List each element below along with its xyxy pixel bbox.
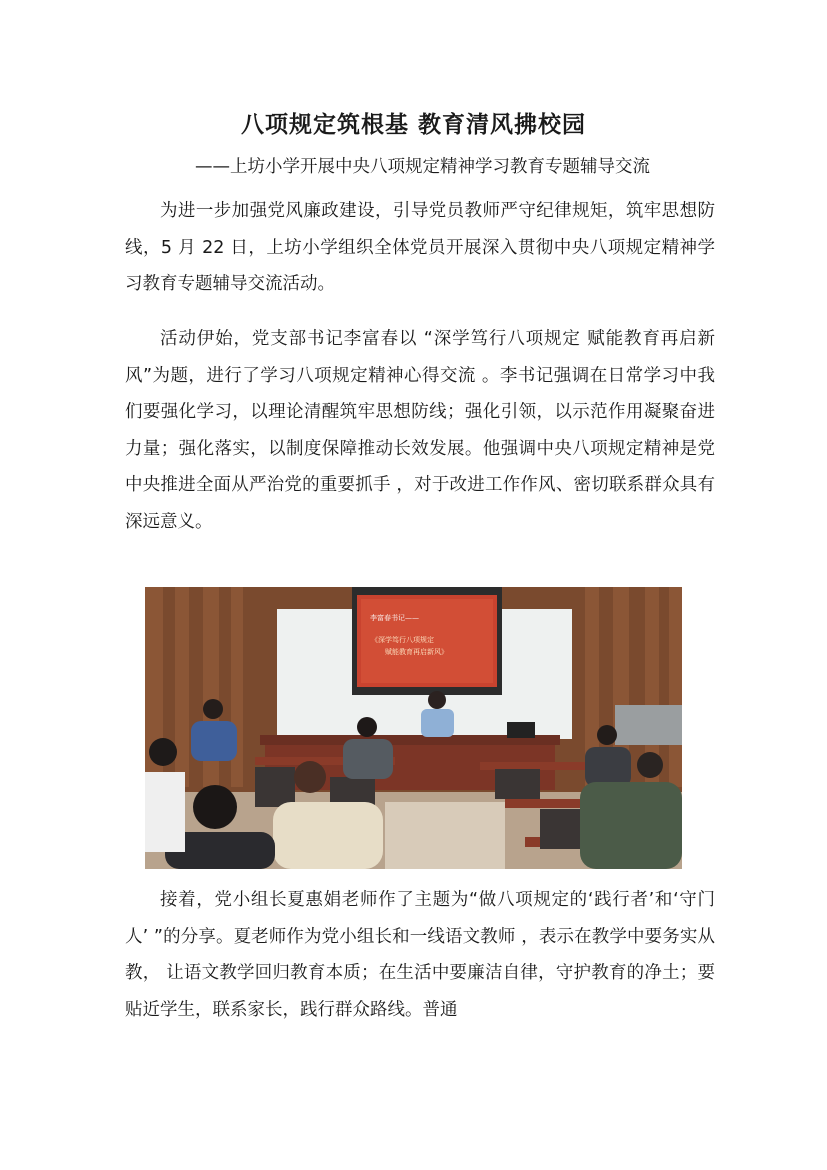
paragraph-3: 接着，党小组长夏惠娟老师作了主题为“做八项规定的‘践行者’和‘守门人’ ”的分享。夏老师作为党小组长和一线语文教师 ，表示在教学中要务实从教， 让语文教学回归教育本质；在生活中要廉洁自律，守护教育的净土；要贴近学生，联系家长，践行群众路线。普通 bbox=[125, 890, 715, 1020]
meeting-photo bbox=[145, 587, 682, 869]
article-title: 八项规定筑根基 教育清风拂校园 bbox=[240, 112, 586, 138]
screen-text-1: 李富春书记—— bbox=[370, 614, 419, 622]
article-subtitle: ——上坊小学开展中央八项规定精神学习教育专题辅导交流 bbox=[195, 157, 650, 177]
paragraph-2: 活动伊始，党支部书记李富春以 “深学笃行八项规定 赋能教育再启新风”为题，进行了学习八项规定精神心得交流 。李书记强调在日常学习中我们要强化学习，以理论清醒筑牢思想防线；强化引领，以示范作用凝聚奋进力量；强化落实，以制度保障推动长效发展。他强调中央八项规定精神是党中央推进全面从严治党的重要抓手 ，对于改进工作作风、密切联系群众具有深远意义。 bbox=[125, 329, 715, 532]
screen-text-2: 《深学笃行八项规定 bbox=[371, 636, 434, 644]
paragraph-1: 为进一步加强党风廉政建设，引导党员教师严守纪律规矩，筑牢思想防线，5 月 22 日，上坊小学组织全体党员开展深入贯彻中央八项规定精神学习教育专题辅导交流活动。 bbox=[125, 201, 715, 294]
screen-text-3: 赋能教育再启新风》 bbox=[385, 648, 448, 656]
